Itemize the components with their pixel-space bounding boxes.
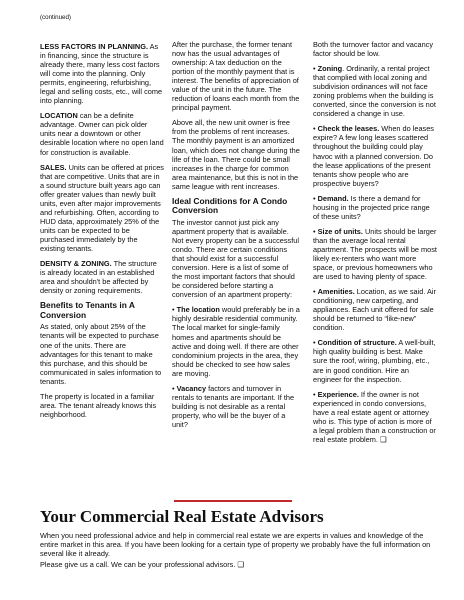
bullet-location-text: would preferably be in a highly desirable residential community. The local market for single-family homes and apartments should be active and doing well. If there are other condominium projects in the area, they should be checked to see how sales are moving. — [172, 305, 300, 378]
bullet-zoning: • Zoning. Ordinarily, a rental project that complied with local zoning and subdivision ordinances will not face zoning problems when the building is converted, since the conversion is not considered a change in use. — [313, 64, 436, 119]
bullet-amenities-text: Location, as we said. Air conditioning, new carpeting, and appliances. Each unit offered for sale should be returned to “like-new” condition. — [313, 287, 436, 333]
bullet-size-heading: Size of units. — [317, 226, 363, 236]
density-text: The structure is already located in an established area and shouldn't be affected by density or zoning requirements. — [40, 259, 157, 296]
bullet-leases: • Check the leases. When do leases expire? A few long leases scattered throughout the building could play havoc with a planned conversion. Do the lease applications of the present tenants show people who are prospective buyers? — [313, 124, 434, 188]
paragraph-less-factors — [40, 42, 164, 105]
divider-rule — [174, 500, 292, 502]
bullet-experience-text: If the owner is not experienced in condo conversions, have a real estate agent or attorney who is. This type of action is more of a legal problem than a construction or real estate problem. ❑ — [313, 389, 436, 444]
continued-label: (continued) — [40, 14, 71, 21]
bullet-leases-heading: Check the leases. — [317, 124, 380, 134]
rent-increase-text: Above all, the new unit owner is free from the problems of rent increases. The monthly payment is an amortized loan, which does not change during the life of the loan. There could be small increases in the charge for common area maintenance, but this is not in the same league with rent increases. — [172, 118, 300, 191]
column-2 — [172, 40, 300, 435]
bullet-experience: • Experience. If the owner is not experienced in condo conversions, have a real estate agent or attorney who is. This type of action is more of a legal problem than a construction or real estate problem. ❑ — [313, 389, 436, 444]
bullet-demand-text: Is there a demand for housing in the projected price range of these units? — [313, 193, 430, 221]
paragraph-sales — [40, 163, 164, 253]
column-3 — [313, 40, 437, 450]
less-factors-text: As in financing, since the structure is already there, many less cost factors will come into the planning. Only permits, engineering, refurbishing, legal and selling costs, etc., will come into planning. — [40, 42, 163, 106]
ideal-conditions-heading: Ideal Conditions for A Condo Conversion — [172, 195, 288, 216]
bullet-condition: • Condition of structure. A well-built, high quality building is best. Make sure the roof, wiring, plumbing, etc., are in good condition. Hire an engineer for the inspection. — [313, 338, 436, 384]
density-heading: DENSITY & ZONING. — [40, 259, 112, 269]
bullet-amenities: • Amenities. Location, as we said. Air conditioning, new carpeting, and appliances. Each unit offered for sale should be returned to “like-new” condition. — [313, 287, 436, 333]
advisors-body — [40, 531, 440, 571]
ownership-advantages-text: After the purchase, the former tenant now has the usual advantages of ownership: A tax deduction on the portion of the monthly payment that is interest. The benefits of appreciation of value of the unit in the future. The reduction of loans each month from the principal payment. — [172, 40, 300, 113]
advisors-text: When you need professional advice and help in commercial real estate we are experts in values and knowledge of the entire market in this area. If you have been looking for a certain type of property we probably have the full information on several like it already. — [40, 531, 431, 558]
bullet-location: • The location would preferably be in a highly desirable residential community. The local market for single-family homes and apartments should be active and doing well. If there are other condominium projects in the area, they should be checked to see how sales are moving. — [172, 305, 300, 378]
bullet-amenities-heading: Amenities. — [317, 287, 355, 297]
familiar-area-text: The property is located in a familiar area. The tenant already knows this neighborhood. — [40, 391, 157, 419]
bullet-condition-text: A well-built, high quality building is best. Make sure the roof, wiring, plumbing, etc., are in good condition. Hire an engineer for the inspection. — [313, 338, 436, 384]
bullet-vacancy-heading: Vacancy — [176, 383, 207, 393]
bullet-zoning-text: . Ordinarily, a rental project that complied with local zoning and subdivision ordinances will not face zoning problems when the building is converted, since the conversion is not considered a change in use. — [313, 64, 436, 119]
column-1 — [40, 42, 164, 425]
benefits-heading: Benefits to Tenants in A Conversion — [40, 300, 135, 320]
paragraph-location — [40, 111, 164, 156]
advisors-call-text: Please give us a call. We can be your professional advisors. ❑ — [40, 560, 245, 569]
paragraph-density — [40, 259, 164, 295]
location-text: can be a definite advantage. Owner can pick older units near a downtown or other desirable location where no open land for construction is available. — [40, 111, 164, 157]
bullet-zoning-heading: Zoning — [317, 64, 343, 74]
bullet-location-heading: The location — [176, 305, 220, 315]
advisors-title: Your Commercial Real Estate Advisors — [40, 507, 324, 526]
bullet-condition-heading: Condition of structure. — [317, 338, 397, 348]
bullet-vacancy-text: factors and turnover in rentals to tenants are important. If the building is not desirable as a rental property, who will be the buyer of a unit? — [172, 383, 295, 429]
sales-text: Units can be offered at prices that are competitive. Units that are in a sound structure built years ago can offer greater values than newly built units, even after major improvements and refurbishing. Often, according to HUD data, approximately 25% of the units can be expected to be purchased immediately by the existing tenants. — [40, 162, 164, 253]
bullet-experience-heading: Experience. — [317, 389, 359, 399]
bullet-vacancy: • Vacancy factors and turnover in rentals to tenants are important. If the building is not desirable as a rental property, who will be the buyer of a unit? — [172, 383, 295, 429]
benefits-text: As stated, only about 25% of the tenants will be expected to purchase one of the units. There are advantages for this tenant to make this purchase, and this should be communicated in sales information to tenants. — [40, 322, 162, 386]
location-heading: LOCATION — [40, 111, 78, 121]
ideal-conditions-text: The investor cannot just pick any apartment property that is available. Not every property can be a successful condo. There are certain conditions that should exist for a successful conversion. Here is a list of some of the most important factors that should be considered before starting a conversion of an apartment property: — [172, 217, 299, 300]
bullet-demand-heading: Demand. — [317, 193, 349, 203]
bullet-demand: • Demand. Is there a demand for housing in the projected price range of these units? — [313, 193, 430, 221]
sales-heading: SALES. — [40, 162, 67, 172]
turnover-text: Both the turnover factor and vacancy factor should be low. — [313, 40, 434, 59]
bullet-size-text: Units should be larger than the average local rental apartment. The prospects will be most likely ex-renters who want more space, or previous homeowners who are used to having plenty of space. — [313, 226, 437, 282]
bullet-size: • Size of units. Units should be larger than the average local rental apartment. The prospects will be most likely ex-renters who want more space, or previous homeowners who are used to having plenty of space. — [313, 226, 437, 282]
less-factors-heading: LESS FACTORS IN PLANNING. — [40, 42, 148, 51]
bullet-leases-text: When do leases expire? A few long leases scattered throughout the building could play havoc with a planned conversion. Do the lease applications of the present tenants show people who are prospective buyers? — [313, 124, 434, 188]
